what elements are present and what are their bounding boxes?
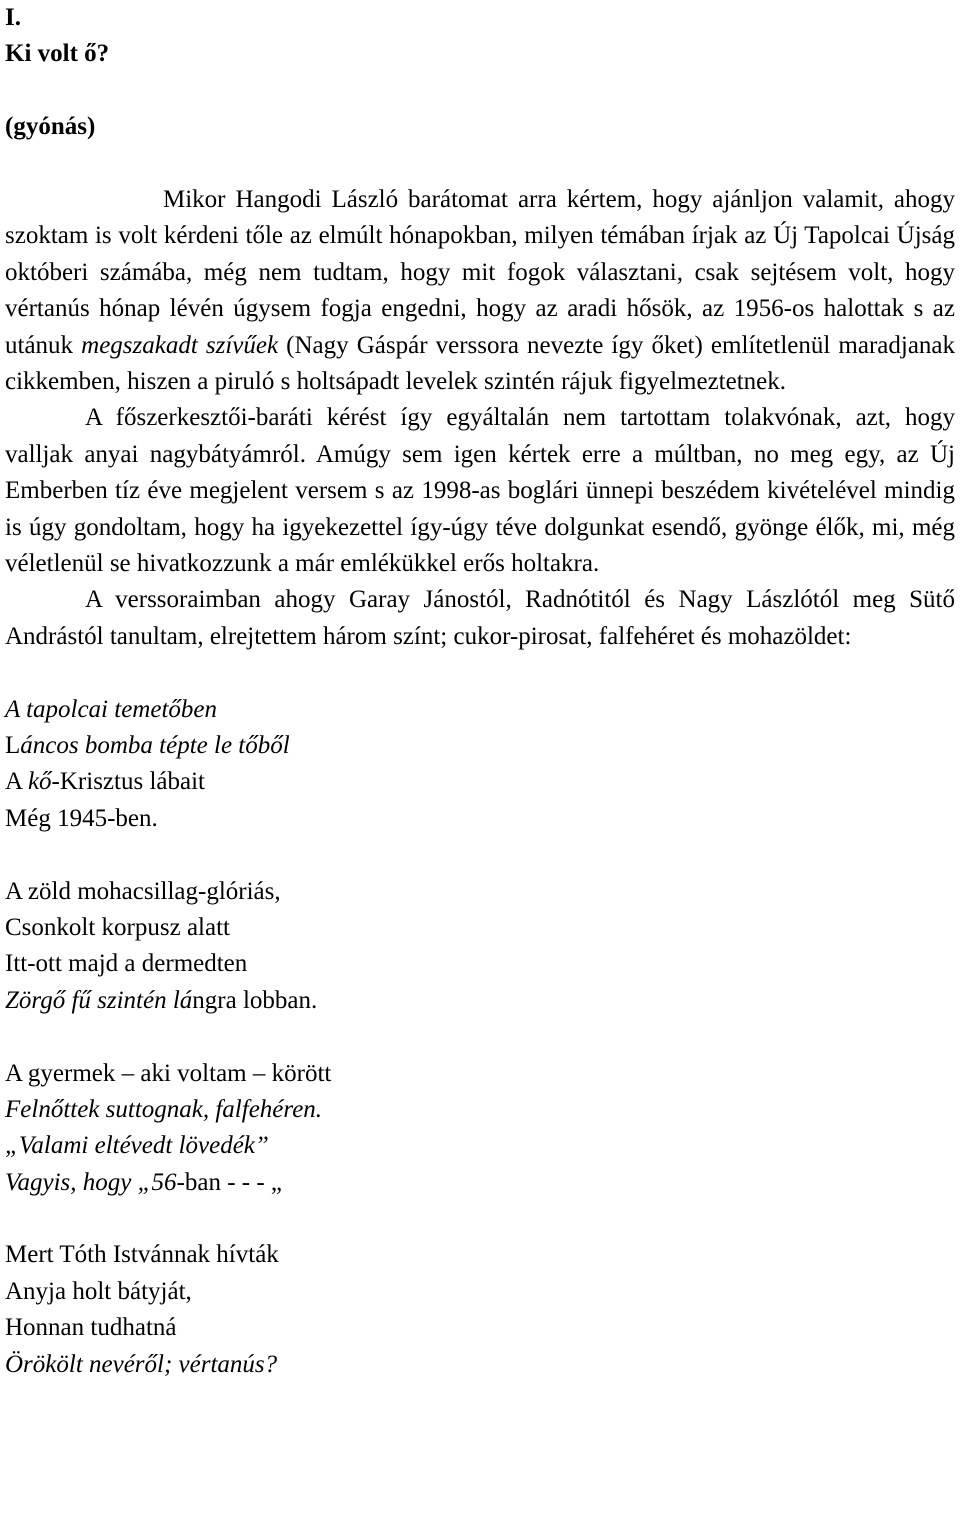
chapter-number: I. (5, 4, 21, 31)
poem-line-text: A (5, 768, 28, 796)
chapter-title: Ki volt ő? (5, 40, 110, 68)
poem-line-text: Felnőttek suttognak, falfehéren. (5, 1095, 323, 1123)
poem-line (5, 1347, 955, 1383)
poem-stanza-3 (5, 1056, 955, 1202)
paragraph-colors: A verssoraimban ahogy Garay Jánostól, Radnótitól és Nagy Lászlótól meg Sütő Andrástól tanultam, elrejtettem három színt; cukor-pirosat, falfehéret és mohazöldet: (5, 586, 955, 650)
poem-line: A zöld mohacsillag-glóriás, (5, 877, 281, 905)
poem-stanza-2 (5, 874, 955, 1020)
paragraph-intro (5, 182, 955, 400)
poem-line: Mert Tóth Istvánnak hívták (5, 1241, 279, 1269)
poem-line-text: áncos bomba tépte le tőből (20, 732, 290, 760)
poem-line (5, 728, 955, 764)
poem (5, 692, 955, 1383)
paragraph-intro-text-1: Mikor Hangodi László barátomat arra kértem, hogy ajánljon valamit, ahogy szoktam is volt kérdeni tőle az elmúlt hónapokban, milyen témában írjak az Új Tapolcai Újság októberi számába, még nem tudtam, hogy mit fogok választani, csak sejtésem volt, hogy vértanús hónap lévén úgysem fogja engedni, hogy az aradi hősök, az 1956-os halottak s az utánuk (5, 185, 955, 359)
poem-line-text: L (5, 732, 21, 760)
poem-line: Csonkolt korpusz alatt (5, 913, 230, 941)
poem-line (5, 764, 955, 800)
paragraph-intro-italic: megszakadt szívűek (81, 331, 279, 359)
poem-line-text: -Krisztus lábait (51, 768, 205, 796)
poem-line (5, 692, 955, 728)
chapter-subtitle: (gyónás) (5, 113, 96, 141)
paragraph-intro-text-2: (Nagy Gáspár verssora nevezte így őket) említetlenül maradjanak cikkemben, hiszen a piruló s holtsápadt levelek szintén rájuk figyelmeztetnek. (5, 331, 956, 395)
poem-line (5, 1092, 955, 1128)
poem-line-text: Vagyis, hogy „56 (5, 1168, 177, 1196)
poem-line: Még 1945-ben. (5, 804, 158, 832)
poem-line: Anyja holt bátyját, (5, 1277, 192, 1305)
poem-stanza-4 (5, 1237, 955, 1383)
poem-line (5, 1128, 955, 1164)
poem-line-text: kő (27, 768, 52, 796)
poem-line-text: ngra lobban. (192, 986, 318, 1014)
poem-line: Honnan tudhatná (5, 1314, 177, 1342)
poem-line-text: A tapolcai temetőben (5, 695, 217, 723)
poem-line (5, 983, 955, 1019)
poem-stanza-1 (5, 692, 955, 838)
poem-line (5, 1165, 955, 1201)
document-page (5, 0, 955, 1419)
poem-line: Itt-ott majd a dermedten (5, 950, 248, 978)
poem-line-text: Örökölt nevéről; vértanús? (5, 1350, 278, 1378)
poem-line-text: „Valami eltévedt lövedék” (5, 1132, 269, 1160)
paragraph-request: A főszerkesztői-baráti kérést így egyáltalán nem tartottam tolakvónak, azt, hogy valljak anyai nagybátyámról. Amúgy sem igen kértek erre a múltban, no meg egy, az Új Emberben tíz éve megjelent versem s az 1998-as boglári ünnepi beszédem kivételével mindig is úgy gondoltam, hogy ha igyekezettel így-úgy téve dolgunkat esendő, gyönge élők, mi, még véletlenül se hivatkozzunk a már emlékükkel erős holtakra. (5, 404, 955, 578)
poem-line-text: Zörgő fű szintén lá (5, 986, 193, 1014)
poem-line-text: -ban - - - „ (176, 1168, 283, 1196)
poem-line: A gyermek – aki voltam – körött (5, 1059, 332, 1087)
